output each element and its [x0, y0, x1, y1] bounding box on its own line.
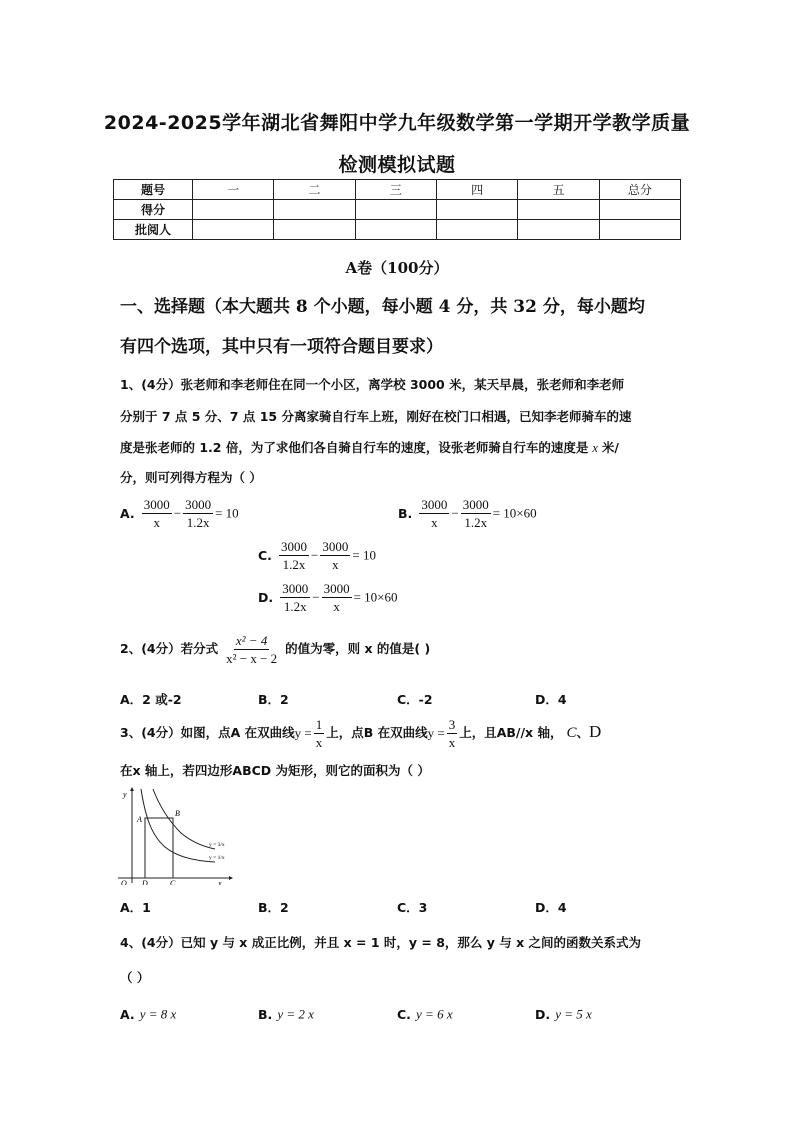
q1-option-a[interactable]: A. $\frac{3000}{x}$ − $\frac{3000}{1.2x}$ = 10 — [120, 497, 239, 530]
denominator: x — [333, 599, 340, 614]
numerator: 3000 — [322, 539, 349, 554]
option-label: B. — [398, 506, 413, 521]
q3-option-b[interactable]: B．2 — [258, 900, 289, 915]
point-c-label: C — [566, 725, 577, 741]
numerator: 3000 — [323, 581, 350, 596]
point-b: B — [175, 809, 180, 818]
q1-option-c[interactable]: C. $\frac{3000}{1.2x}$ − $\frac{3000}{x}$ = 10 — [258, 539, 376, 572]
fraction — [280, 580, 310, 615]
rectangle-abcd — [145, 818, 173, 878]
table-header-cell: 五 — [518, 180, 599, 200]
numerator: 3000 — [421, 497, 448, 512]
exam-title-line1: 2024-2025学年湖北省舞阳中学九年级数学第一学期开学教学质量 — [103, 112, 691, 134]
score-table-header-row — [114, 180, 681, 200]
q2-option-d[interactable]: D．4 — [535, 692, 567, 707]
exam-title-line2: 检测模拟试题 — [338, 154, 456, 176]
q1-text: 分别于 7 点 5 分、7 点 15 分离家骑自行车上班，刚好在校门口相遇，已知李老师骑车的速 — [120, 409, 632, 424]
table-cell[interactable] — [355, 200, 436, 220]
table-header-cell: 题号 — [114, 180, 193, 200]
denominator: 1.2x — [283, 599, 307, 614]
option-label: C. — [258, 548, 272, 563]
q4-text: （ ） — [120, 970, 150, 985]
table-header-cell: 二 — [274, 180, 355, 200]
q3-stem-line1 — [120, 716, 680, 751]
numerator: 3000 — [282, 581, 309, 596]
fraction — [314, 716, 325, 751]
curve-label-3-over-x: y = 3/x — [209, 842, 225, 848]
table-cell[interactable] — [436, 220, 517, 240]
option-label: D. — [535, 1007, 551, 1022]
q3-option-a[interactable]: A．1 — [120, 900, 151, 915]
numerator: 3000 — [143, 497, 170, 512]
table-cell[interactable] — [355, 220, 436, 240]
fraction — [279, 538, 309, 573]
q1-text: 度是张老师的 1.2 倍，为了求他们各自骑自行车的速度，设张老师骑自行车的速度是 — [120, 440, 589, 455]
option-label: A. — [120, 1007, 135, 1022]
q4-stem-line2 — [120, 963, 680, 993]
q4-option-b[interactable] — [258, 1004, 314, 1023]
section-a-title: A卷（100分） — [345, 259, 449, 277]
option-expression: y = 8 x — [139, 1006, 177, 1022]
q1-text: 米/ — [601, 440, 619, 455]
curve-label-1-over-x: y = 1/x — [209, 855, 225, 861]
point-d-label: D — [588, 722, 602, 741]
score-table — [113, 179, 681, 240]
x-axis-arrow — [229, 876, 233, 880]
q4-option-a[interactable] — [120, 1004, 176, 1023]
q3-text: 3、(4分）如图，点A 在双曲线 — [120, 725, 295, 740]
table-cell[interactable] — [518, 220, 599, 240]
reviewer-row — [114, 220, 681, 240]
table-cell[interactable] — [599, 200, 680, 220]
q1-option-d[interactable]: D. $\frac{3000}{1.2x}$ − $\frac{3000}{x}$ = 10×60 — [258, 581, 398, 614]
numerator: 3 — [448, 717, 456, 732]
q2-text: 的值为零，则 x 的值是( ) — [285, 641, 431, 656]
numerator: 1 — [315, 717, 323, 732]
fraction — [183, 496, 213, 531]
equation-rhs: = 10 — [352, 547, 376, 563]
q4-option-d[interactable] — [535, 1004, 592, 1023]
q3-text: 上，且AB//x 轴， — [459, 725, 563, 740]
table-cell[interactable] — [274, 220, 355, 240]
denominator: x — [153, 515, 160, 530]
fraction — [224, 632, 279, 667]
q2-option-b[interactable]: B．2 — [258, 692, 289, 707]
q4-stem-line1 — [120, 928, 680, 958]
score-row — [114, 200, 681, 220]
q2-option-c[interactable]: C．-2 — [397, 692, 433, 707]
y-axis-arrow — [130, 787, 134, 791]
table-cell[interactable] — [274, 200, 355, 220]
row-label: 得分 — [114, 200, 193, 220]
option-label: B. — [258, 1007, 273, 1022]
q2-stem — [120, 632, 680, 667]
q1-line1 — [120, 370, 680, 400]
q1-text: 1、(4分）张老师和李老师住在同一个小区，离学校 3000 米，某天早晨，张老师和李老师 — [120, 377, 625, 392]
option-expression: y = 2 x — [277, 1006, 314, 1022]
section-1-heading-line2: 有四个选项，其中只有一项符合题目要求） — [120, 337, 443, 357]
point-d: D — [142, 879, 148, 885]
numerator: x² − 4 — [235, 633, 268, 648]
denominator: 1.2x — [464, 515, 488, 530]
y-axis-label: y — [123, 790, 127, 799]
fraction — [142, 496, 172, 531]
fraction — [320, 538, 350, 573]
q4-option-c[interactable] — [397, 1004, 453, 1023]
table-cell[interactable] — [193, 220, 274, 240]
origin-label: O — [121, 879, 127, 885]
table-cell[interactable] — [436, 200, 517, 220]
q3-text: 在x 轴上，若四边形ABCD 为矩形，则它的面积为（ ） — [120, 763, 430, 778]
equation-rhs: = 10 — [215, 505, 239, 521]
denominator: x — [448, 735, 456, 750]
section-1-heading-line1: 一、选择题（本大题共 8 个小题，每小题 4 分，共 32 分，每小题均 — [120, 297, 645, 317]
table-cell[interactable] — [599, 220, 680, 240]
q1-line3 — [120, 433, 680, 463]
q4-text: 4、(4分）已知 y 与 x 成正比例，并且 x = 1 时，y = 8，那么 y 与 x 之间的函数关系式为 — [120, 935, 642, 950]
denominator: x — [431, 515, 438, 530]
numerator: 3000 — [462, 497, 489, 512]
curve-y-1-over-x — [141, 789, 215, 862]
equation-lhs: y = — [294, 725, 312, 741]
curve-y-3-over-x — [153, 789, 215, 849]
q3-option-d[interactable]: D．4 — [535, 900, 567, 915]
x-axis-label: x — [218, 879, 222, 885]
q1-variable: x — [592, 441, 598, 455]
q3-stem-line2 — [120, 756, 680, 786]
equation-rhs: = 10×60 — [353, 589, 398, 605]
option-expression: y = 5 x — [555, 1006, 592, 1022]
denominator: x — [332, 557, 339, 572]
option-label: D. — [258, 590, 274, 605]
q3-text: 上，点B 在双曲线 — [326, 725, 428, 740]
table-header-cell: 四 — [436, 180, 517, 200]
denominator: 1.2x — [282, 557, 306, 572]
table-header-cell: 总分 — [599, 180, 680, 200]
hyperbola-figure — [115, 785, 235, 885]
denominator: x² − x − 2 — [226, 651, 278, 666]
fraction — [322, 580, 352, 615]
table-header-cell: 一 — [193, 180, 274, 200]
denominator: x — [315, 735, 323, 750]
option-label: C. — [397, 1007, 411, 1022]
table-cell[interactable] — [193, 200, 274, 220]
q1-option-b[interactable]: B. $\frac{3000}{x}$ − $\frac{3000}{1.2x}$ = 10×60 — [398, 497, 537, 530]
fraction — [447, 716, 458, 751]
point-a: A — [137, 815, 142, 824]
numerator: 3000 — [185, 497, 212, 512]
table-header-cell: 三 — [355, 180, 436, 200]
q1-line2 — [120, 402, 680, 432]
fraction — [419, 496, 449, 531]
point-c: C — [170, 879, 176, 885]
q2-option-a[interactable]: A．2 或-2 — [120, 692, 182, 707]
q3-option-c[interactable]: C．3 — [397, 900, 428, 915]
numerator: 3000 — [281, 539, 308, 554]
fraction — [461, 496, 491, 531]
row-label: 批阅人 — [114, 220, 193, 240]
table-cell[interactable] — [518, 200, 599, 220]
denominator: 1.2x — [186, 515, 210, 530]
q2-text: 2、(4分）若分式 — [120, 641, 219, 656]
equation-rhs: = 10×60 — [492, 505, 537, 521]
q1-text: 分，则可列得方程为（ ） — [120, 470, 262, 485]
option-expression: y = 6 x — [416, 1006, 453, 1022]
q3-text: 、 — [576, 725, 589, 740]
option-label: A. — [120, 506, 135, 521]
equation-lhs: y = — [427, 725, 445, 741]
q1-line4 — [120, 463, 680, 493]
